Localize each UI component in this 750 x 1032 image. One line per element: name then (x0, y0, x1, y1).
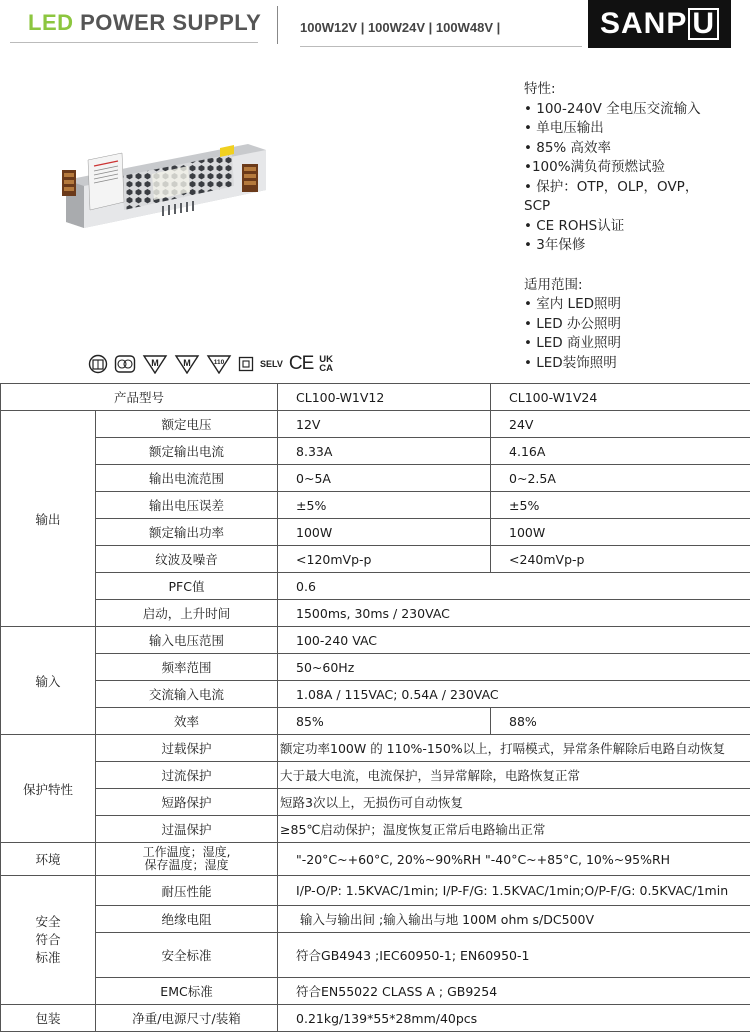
row-value: 1.08A / 115VAC; 0.54A / 230VAC (278, 681, 750, 708)
table-row (1, 789, 750, 816)
safety-group-line1: 安全 (35, 914, 61, 929)
independent-transformer-icon (114, 354, 136, 374)
row-label: EMC标准 (96, 978, 278, 1005)
row-label: 耐压性能 (96, 876, 278, 906)
power-supply-image (62, 140, 272, 230)
header-title-led: LED (28, 10, 74, 35)
features-title: 特性: (524, 81, 556, 97)
apply-item: • LED 商业照明 (524, 335, 621, 351)
spec-table (0, 383, 750, 1032)
row-value: 12V (278, 411, 491, 438)
temperature-rating-icon (206, 354, 232, 374)
cert-m1-label: M (151, 358, 159, 368)
ukca-top: UK (319, 354, 333, 365)
row-value: 100-240 VAC (278, 627, 750, 654)
row-label: 频率范围 (96, 654, 278, 681)
row-label: 净重/电源尺寸/装箱 (96, 1005, 278, 1032)
m-mark-icon (142, 354, 168, 374)
table-row (1, 708, 750, 735)
row-value: 100W (491, 519, 750, 546)
double-insulation-icon (238, 354, 254, 374)
table-row (1, 546, 750, 573)
group-safety (1, 876, 96, 1005)
feature-item: • 保护：OTP，OLP，OVP， (524, 178, 699, 195)
row-value: 大于最大电流，电流保护，当异常解除，电路恢复正常 (278, 762, 750, 789)
row-value: 0.21kg/139*55*28mm/40pcs (278, 1005, 750, 1032)
row-label: 输入电压范围 (96, 627, 278, 654)
table-row (1, 492, 750, 519)
page-header (0, 0, 750, 48)
row-label: 启动，上升时间 (96, 600, 278, 627)
ce-mark: CE (288, 353, 314, 374)
row-label: 额定输出电流 (96, 438, 278, 465)
row-value: ±5% (278, 492, 491, 519)
row-label: 短路保护 (96, 789, 278, 816)
feature-item: SCP (524, 198, 551, 214)
table-row (1, 906, 750, 933)
row-label: 输出电压误差 (96, 492, 278, 519)
row-value: 88% (491, 708, 750, 735)
header-title (28, 10, 261, 36)
row-label: 过载保护 (96, 735, 278, 762)
row-value: 输入与输出间 ;输入输出与地 100M ohm s/DC500V (278, 906, 750, 933)
row-label: 交流输入电流 (96, 681, 278, 708)
model-2: CL100-W1V24 (491, 384, 750, 411)
row-value: 8.33A (278, 438, 491, 465)
row-label: 效率 (96, 708, 278, 735)
certification-icons (88, 352, 333, 376)
row-value: ≥85℃启动保护；温度恢复正常后电路输出正常 (278, 816, 750, 843)
group-package: 包装 (1, 1005, 96, 1032)
apply-item: • LED 办公照明 (524, 315, 621, 332)
table-row (1, 876, 750, 906)
features-gap (524, 256, 746, 276)
feature-item: • CE ROHS认证 (524, 217, 625, 234)
header-models-underline (300, 46, 582, 47)
table-row (1, 465, 750, 492)
table-row (1, 519, 750, 546)
row-label (96, 843, 278, 876)
class-ii-safety-icon (88, 354, 108, 374)
group-input: 输入 (1, 627, 96, 735)
features-panel (524, 80, 746, 373)
group-environment: 环境 (1, 843, 96, 876)
row-label: 额定电压 (96, 411, 278, 438)
row-value: <240mVp-p (491, 546, 750, 573)
row-value: 100W (278, 519, 491, 546)
row-label: 绝缘电阻 (96, 906, 278, 933)
table-row (1, 1005, 750, 1032)
table-row (1, 600, 750, 627)
row-value: 0~5A (278, 465, 491, 492)
row-label: 安全标准 (96, 933, 278, 978)
safety-group-line3: 标准 (35, 950, 61, 965)
logo-box-letter: U (688, 8, 719, 40)
row-value: 短路3次以上，无损伤可自动恢复 (278, 789, 750, 816)
ukca-bottom: CA (319, 363, 333, 374)
model-label: 产品型号 (1, 384, 278, 411)
table-row (1, 681, 750, 708)
m-mark-icon (174, 354, 200, 374)
group-output: 输出 (1, 411, 96, 627)
row-value: 50~60Hz (278, 654, 750, 681)
feature-item: •100%满负荷预燃试验 (524, 159, 666, 175)
row-value: 1500ms, 30ms / 230VAC (278, 600, 750, 627)
table-row (1, 654, 750, 681)
table-row (1, 762, 750, 789)
table-row (1, 411, 750, 438)
feature-item: • 85% 高效率 (524, 139, 612, 156)
table-row (1, 735, 750, 762)
row-value: 符合EN55022 CLASS A ; GB9254 (278, 978, 750, 1005)
row-label: 输出电流范围 (96, 465, 278, 492)
header-title-rest: POWER SUPPLY (73, 10, 262, 35)
table-row (1, 933, 750, 978)
header-underline (10, 42, 258, 43)
safety-group-line2: 符合 (35, 932, 61, 947)
row-label: PFC值 (96, 573, 278, 600)
selv-mark: SELV (260, 359, 283, 369)
row-label: 额定输出功率 (96, 519, 278, 546)
feature-item: • 100-240V 全电压交流输入 (524, 100, 701, 117)
row-value: <120mVp-p (278, 546, 491, 573)
header-divider (277, 6, 278, 44)
table-row (1, 843, 750, 876)
table-row (1, 384, 750, 411)
table-row (1, 627, 750, 654)
group-protection: 保护特性 (1, 735, 96, 843)
row-value: I/P-O/P: 1.5KVAC/1min; I/P-F/G: 1.5KVAC/1min;O/P-F/G: 0.5KVAC/1min (278, 876, 750, 906)
table-row (1, 978, 750, 1005)
row-value: 额定功率100W 的 110%-150%以上，打嗝模式，异常条件解除后电路自动恢复 (278, 735, 750, 762)
row-value: 24V (491, 411, 750, 438)
brand-logo (588, 0, 731, 48)
table-row (1, 438, 750, 465)
row-value: 0~2.5A (491, 465, 750, 492)
row-value: 85% (278, 708, 491, 735)
row-label: 过流保护 (96, 762, 278, 789)
env-label-line1: 工作温度；湿度, (142, 845, 231, 859)
feature-item: • 单电压输出 (524, 120, 604, 136)
row-label: 纹波及噪音 (96, 546, 278, 573)
apply-item: • LED装饰照明 (524, 354, 617, 371)
row-value: 4.16A (491, 438, 750, 465)
row-value: "-20°C~+60°C, 20%~90%RH "-40°C~+85°C, 10%~95%RH (278, 843, 750, 876)
row-value: 符合GB4943 ;IEC60950-1; EN60950-1 (278, 933, 750, 978)
logo-prefix: SANP (599, 7, 688, 40)
cert-m2-label: M (183, 358, 191, 368)
ukca-mark (319, 354, 333, 374)
table-row (1, 816, 750, 843)
cert-temp-label: 110 (213, 359, 225, 366)
row-label: 过温保护 (96, 816, 278, 843)
feature-item: • 3年保修 (524, 237, 586, 253)
model-1: CL100-W1V12 (278, 384, 491, 411)
row-value: ±5% (491, 492, 750, 519)
apply-title: 适用范围: (524, 276, 583, 293)
header-models: 100W12V | 100W24V | 100W48V | (300, 20, 501, 35)
env-label-line2: 保存温度；湿度 (144, 858, 229, 872)
row-value: 0.6 (278, 573, 750, 600)
table-row (1, 573, 750, 600)
apply-item: • 室内 LED照明 (524, 296, 621, 312)
